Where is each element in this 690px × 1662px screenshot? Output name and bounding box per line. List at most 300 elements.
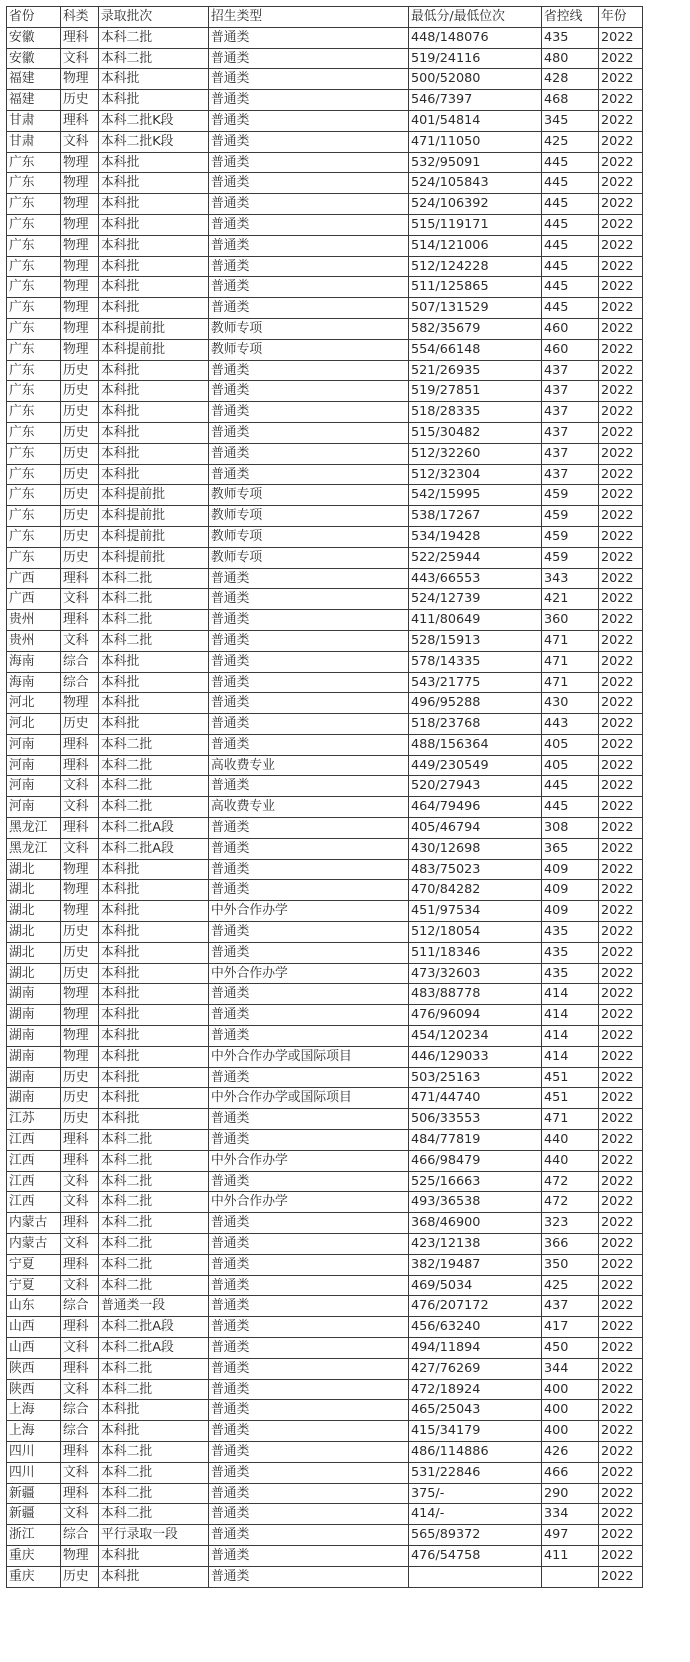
cell-control-line: 459 <box>542 526 599 547</box>
cell-subject: 理科 <box>61 1254 99 1275</box>
cell-year: 2022 <box>599 235 643 256</box>
table-row <box>7 110 643 131</box>
cell-min-score-rank: 430/12698 <box>409 838 542 859</box>
cell-batch: 本科二批 <box>99 27 209 48</box>
cell-enroll-type: 普通类 <box>209 818 409 839</box>
cell-province: 山西 <box>7 1317 61 1338</box>
cell-batch: 本科二批A段 <box>99 1338 209 1359</box>
cell-province: 广东 <box>7 214 61 235</box>
table-row <box>7 443 643 464</box>
table-row <box>7 526 643 547</box>
cell-year: 2022 <box>599 734 643 755</box>
cell-year: 2022 <box>599 630 643 651</box>
cell-min-score-rank: 427/76269 <box>409 1358 542 1379</box>
cell-subject: 物理 <box>61 194 99 215</box>
cell-min-score-rank: 488/156364 <box>409 734 542 755</box>
cell-year: 2022 <box>599 1088 643 1109</box>
cell-batch: 本科二批 <box>99 1483 209 1504</box>
table-row <box>7 506 643 527</box>
cell-subject: 物理 <box>61 984 99 1005</box>
cell-year: 2022 <box>599 110 643 131</box>
cell-year: 2022 <box>599 1441 643 1462</box>
cell-year: 2022 <box>599 173 643 194</box>
cell-min-score-rank: 493/36538 <box>409 1192 542 1213</box>
cell-year: 2022 <box>599 1483 643 1504</box>
table-body <box>7 27 643 1587</box>
table-row <box>7 1046 643 1067</box>
cell-year: 2022 <box>599 547 643 568</box>
cell-province: 河北 <box>7 693 61 714</box>
cell-batch: 本科批 <box>99 1046 209 1067</box>
cell-subject: 历史 <box>61 402 99 423</box>
cell-year: 2022 <box>599 256 643 277</box>
table-row <box>7 214 643 235</box>
table-row <box>7 256 643 277</box>
cell-enroll-type: 普通类 <box>209 1545 409 1566</box>
cell-min-score-rank: 524/105843 <box>409 173 542 194</box>
cell-enroll-type: 普通类 <box>209 131 409 152</box>
cell-year: 2022 <box>599 69 643 90</box>
cell-province: 黑龙江 <box>7 838 61 859</box>
cell-province: 广东 <box>7 173 61 194</box>
cell-batch: 本科提前批 <box>99 506 209 527</box>
table-row <box>7 318 643 339</box>
cell-subject: 历史 <box>61 1067 99 1088</box>
table-row <box>7 1338 643 1359</box>
cell-min-score-rank: 578/14335 <box>409 651 542 672</box>
cell-enroll-type: 普通类 <box>209 1525 409 1546</box>
cell-year: 2022 <box>599 776 643 797</box>
cell-subject: 物理 <box>61 1005 99 1026</box>
cell-min-score-rank: 476/207172 <box>409 1296 542 1317</box>
cell-enroll-type: 普通类 <box>209 1400 409 1421</box>
table-row <box>7 610 643 631</box>
cell-batch: 本科二批 <box>99 1441 209 1462</box>
cell-province: 海南 <box>7 651 61 672</box>
cell-batch: 本科提前批 <box>99 339 209 360</box>
table-row <box>7 1317 643 1338</box>
cell-subject: 物理 <box>61 1545 99 1566</box>
cell-control-line: 344 <box>542 1358 599 1379</box>
table-row <box>7 1254 643 1275</box>
cell-batch: 本科批 <box>99 984 209 1005</box>
cell-enroll-type: 普通类 <box>209 714 409 735</box>
cell-province: 广东 <box>7 381 61 402</box>
cell-batch: 本科批 <box>99 1005 209 1026</box>
cell-control-line: 445 <box>542 194 599 215</box>
cell-province: 甘肃 <box>7 131 61 152</box>
cell-batch: 本科二批 <box>99 1379 209 1400</box>
cell-subject: 理科 <box>61 755 99 776</box>
cell-province: 湖南 <box>7 1005 61 1026</box>
cell-subject: 理科 <box>61 1130 99 1151</box>
cell-year: 2022 <box>599 152 643 173</box>
cell-subject: 物理 <box>61 859 99 880</box>
cell-control-line: 435 <box>542 27 599 48</box>
cell-min-score-rank: 524/12739 <box>409 589 542 610</box>
cell-enroll-type: 教师专项 <box>209 506 409 527</box>
cell-control-line: 443 <box>542 714 599 735</box>
cell-enroll-type: 普通类 <box>209 1566 409 1587</box>
cell-year: 2022 <box>599 568 643 589</box>
cell-province: 广东 <box>7 360 61 381</box>
cell-min-score-rank: 405/46794 <box>409 818 542 839</box>
cell-province: 广东 <box>7 298 61 319</box>
cell-enroll-type: 普通类 <box>209 194 409 215</box>
cell-enroll-type: 普通类 <box>209 360 409 381</box>
table-row <box>7 942 643 963</box>
cell-province: 新疆 <box>7 1483 61 1504</box>
cell-subject: 历史 <box>61 360 99 381</box>
cell-batch: 平行录取一段 <box>99 1525 209 1546</box>
cell-batch: 本科批 <box>99 402 209 423</box>
cell-min-score-rank: 411/80649 <box>409 610 542 631</box>
cell-subject: 文科 <box>61 1171 99 1192</box>
cell-province: 河南 <box>7 734 61 755</box>
table-row <box>7 131 643 152</box>
cell-batch: 本科批 <box>99 298 209 319</box>
cell-control-line: 437 <box>542 464 599 485</box>
cell-min-score-rank: 483/75023 <box>409 859 542 880</box>
cell-control-line: 445 <box>542 235 599 256</box>
cell-batch: 本科二批 <box>99 755 209 776</box>
cell-enroll-type: 普通类 <box>209 235 409 256</box>
cell-batch: 本科批 <box>99 464 209 485</box>
cell-year: 2022 <box>599 1213 643 1234</box>
cell-year: 2022 <box>599 672 643 693</box>
cell-subject: 物理 <box>61 277 99 298</box>
cell-batch: 本科批 <box>99 277 209 298</box>
cell-enroll-type: 普通类 <box>209 1379 409 1400</box>
cell-enroll-type: 普通类 <box>209 651 409 672</box>
cell-province: 广东 <box>7 277 61 298</box>
cell-batch: 本科批 <box>99 901 209 922</box>
table-row <box>7 651 643 672</box>
cell-batch: 本科提前批 <box>99 547 209 568</box>
cell-year: 2022 <box>599 298 643 319</box>
table-row <box>7 48 643 69</box>
cell-enroll-type: 普通类 <box>209 1441 409 1462</box>
cell-year: 2022 <box>599 1545 643 1566</box>
cell-min-score-rank: 519/27851 <box>409 381 542 402</box>
cell-control-line: 471 <box>542 672 599 693</box>
admission-score-table <box>6 6 643 1588</box>
cell-province: 福建 <box>7 90 61 111</box>
table-row <box>7 360 643 381</box>
cell-year: 2022 <box>599 1130 643 1151</box>
cell-enroll-type: 普通类 <box>209 1483 409 1504</box>
table-row <box>7 298 643 319</box>
table-row <box>7 1130 643 1151</box>
cell-batch: 本科二批A段 <box>99 1317 209 1338</box>
table-row <box>7 547 643 568</box>
table-row <box>7 381 643 402</box>
table-row <box>7 838 643 859</box>
table-row <box>7 1171 643 1192</box>
cell-year: 2022 <box>599 443 643 464</box>
cell-subject: 物理 <box>61 880 99 901</box>
cell-batch: 本科批 <box>99 1421 209 1442</box>
cell-min-score-rank: 471/44740 <box>409 1088 542 1109</box>
cell-control-line: 414 <box>542 1026 599 1047</box>
cell-enroll-type: 普通类 <box>209 1026 409 1047</box>
cell-province: 广东 <box>7 443 61 464</box>
cell-subject: 物理 <box>61 339 99 360</box>
cell-subject: 文科 <box>61 1275 99 1296</box>
cell-min-score-rank: 470/84282 <box>409 880 542 901</box>
cell-control-line: 440 <box>542 1130 599 1151</box>
cell-subject: 理科 <box>61 610 99 631</box>
table-row <box>7 963 643 984</box>
cell-batch: 本科二批 <box>99 1150 209 1171</box>
cell-batch: 本科提前批 <box>99 526 209 547</box>
cell-enroll-type: 普通类 <box>209 27 409 48</box>
cell-province: 广东 <box>7 256 61 277</box>
cell-batch: 本科二批 <box>99 1130 209 1151</box>
cell-subject: 文科 <box>61 838 99 859</box>
cell-min-score-rank: 456/63240 <box>409 1317 542 1338</box>
cell-min-score-rank: 511/125865 <box>409 277 542 298</box>
table-row <box>7 1566 643 1587</box>
cell-control-line: 460 <box>542 339 599 360</box>
cell-province: 湖南 <box>7 1088 61 1109</box>
cell-enroll-type: 普通类 <box>209 1067 409 1088</box>
cell-year: 2022 <box>599 610 643 631</box>
cell-province: 湖北 <box>7 963 61 984</box>
cell-province: 湖北 <box>7 942 61 963</box>
table-row <box>7 1026 643 1047</box>
cell-subject: 理科 <box>61 1213 99 1234</box>
cell-enroll-type: 高收费专业 <box>209 797 409 818</box>
cell-batch: 本科二批A段 <box>99 838 209 859</box>
cell-control-line: 445 <box>542 298 599 319</box>
cell-enroll-type: 普通类 <box>209 1338 409 1359</box>
cell-year: 2022 <box>599 651 643 672</box>
table-row <box>7 339 643 360</box>
cell-enroll-type: 普通类 <box>209 422 409 443</box>
cell-control-line: 411 <box>542 1545 599 1566</box>
cell-control-line: 459 <box>542 506 599 527</box>
cell-batch: 本科二批 <box>99 1275 209 1296</box>
cell-min-score-rank: 472/18924 <box>409 1379 542 1400</box>
header-control-line: 省控线 <box>542 7 599 28</box>
cell-subject: 综合 <box>61 672 99 693</box>
cell-subject: 理科 <box>61 27 99 48</box>
table-row <box>7 1379 643 1400</box>
cell-subject: 理科 <box>61 1358 99 1379</box>
cell-province: 安徽 <box>7 48 61 69</box>
cell-subject: 物理 <box>61 214 99 235</box>
cell-year: 2022 <box>599 277 643 298</box>
table-row <box>7 1275 643 1296</box>
cell-province: 内蒙古 <box>7 1213 61 1234</box>
cell-control-line: 428 <box>542 69 599 90</box>
cell-province: 河北 <box>7 714 61 735</box>
cell-control-line: 435 <box>542 942 599 963</box>
cell-batch: 本科批 <box>99 90 209 111</box>
cell-control-line: 471 <box>542 1109 599 1130</box>
cell-year: 2022 <box>599 1379 643 1400</box>
cell-enroll-type: 普通类 <box>209 1462 409 1483</box>
cell-year: 2022 <box>599 963 643 984</box>
cell-subject: 历史 <box>61 381 99 402</box>
cell-batch: 本科二批 <box>99 1171 209 1192</box>
cell-batch: 本科批 <box>99 672 209 693</box>
cell-province: 广东 <box>7 235 61 256</box>
cell-min-score-rank: 515/119171 <box>409 214 542 235</box>
cell-control-line: 459 <box>542 485 599 506</box>
cell-year: 2022 <box>599 1109 643 1130</box>
cell-min-score-rank: 368/46900 <box>409 1213 542 1234</box>
cell-year: 2022 <box>599 48 643 69</box>
cell-year: 2022 <box>599 360 643 381</box>
cell-control-line: 440 <box>542 1150 599 1171</box>
cell-batch: 本科提前批 <box>99 485 209 506</box>
cell-year: 2022 <box>599 90 643 111</box>
cell-subject: 历史 <box>61 526 99 547</box>
cell-control-line: 409 <box>542 859 599 880</box>
cell-min-score-rank: 443/66553 <box>409 568 542 589</box>
cell-province: 山西 <box>7 1338 61 1359</box>
cell-enroll-type: 普通类 <box>209 693 409 714</box>
cell-batch: 本科批 <box>99 194 209 215</box>
cell-subject: 物理 <box>61 298 99 319</box>
cell-control-line: 445 <box>542 214 599 235</box>
cell-batch: 本科批 <box>99 922 209 943</box>
cell-province: 河南 <box>7 755 61 776</box>
cell-year: 2022 <box>599 506 643 527</box>
cell-year: 2022 <box>599 693 643 714</box>
cell-province: 黑龙江 <box>7 818 61 839</box>
cell-control-line: 417 <box>542 1317 599 1338</box>
cell-subject: 理科 <box>61 110 99 131</box>
table-row <box>7 1234 643 1255</box>
cell-province: 广西 <box>7 568 61 589</box>
table-row <box>7 818 643 839</box>
cell-province: 湖南 <box>7 1067 61 1088</box>
cell-province: 广东 <box>7 464 61 485</box>
cell-min-score-rank: 486/114886 <box>409 1441 542 1462</box>
cell-year: 2022 <box>599 1525 643 1546</box>
table-row <box>7 714 643 735</box>
cell-min-score-rank: 511/18346 <box>409 942 542 963</box>
cell-subject: 综合 <box>61 1296 99 1317</box>
cell-year: 2022 <box>599 1067 643 1088</box>
cell-subject: 物理 <box>61 1046 99 1067</box>
cell-subject: 文科 <box>61 48 99 69</box>
cell-control-line: 451 <box>542 1088 599 1109</box>
cell-control-line: 471 <box>542 651 599 672</box>
cell-enroll-type: 普通类 <box>209 1234 409 1255</box>
cell-control-line: 437 <box>542 402 599 423</box>
cell-min-score-rank: 494/11894 <box>409 1338 542 1359</box>
cell-year: 2022 <box>599 1296 643 1317</box>
cell-control-line: 414 <box>542 1005 599 1026</box>
cell-year: 2022 <box>599 942 643 963</box>
cell-enroll-type: 普通类 <box>209 630 409 651</box>
cell-enroll-type: 普通类 <box>209 443 409 464</box>
cell-province: 广东 <box>7 318 61 339</box>
cell-subject: 历史 <box>61 1088 99 1109</box>
cell-province: 湖北 <box>7 880 61 901</box>
cell-year: 2022 <box>599 1358 643 1379</box>
cell-enroll-type: 普通类 <box>209 859 409 880</box>
cell-province: 陕西 <box>7 1358 61 1379</box>
cell-subject: 文科 <box>61 1192 99 1213</box>
cell-batch: 本科二批 <box>99 48 209 69</box>
table-row <box>7 1192 643 1213</box>
cell-subject: 历史 <box>61 485 99 506</box>
cell-subject: 综合 <box>61 1525 99 1546</box>
cell-min-score-rank: 464/79496 <box>409 797 542 818</box>
cell-subject: 综合 <box>61 651 99 672</box>
cell-year: 2022 <box>599 1504 643 1525</box>
table-row <box>7 1421 643 1442</box>
table-row <box>7 1462 643 1483</box>
cell-min-score-rank: 465/25043 <box>409 1400 542 1421</box>
cell-province: 湖北 <box>7 859 61 880</box>
table-row <box>7 984 643 1005</box>
cell-subject: 文科 <box>61 797 99 818</box>
cell-enroll-type: 普通类 <box>209 1213 409 1234</box>
cell-control-line: 445 <box>542 797 599 818</box>
cell-batch: 本科批 <box>99 443 209 464</box>
cell-batch: 本科二批 <box>99 1254 209 1275</box>
cell-subject: 历史 <box>61 506 99 527</box>
table-row <box>7 922 643 943</box>
cell-enroll-type: 普通类 <box>209 110 409 131</box>
cell-batch: 本科批 <box>99 942 209 963</box>
cell-batch: 本科批 <box>99 381 209 402</box>
table-row <box>7 880 643 901</box>
table-row <box>7 235 643 256</box>
cell-province: 江西 <box>7 1130 61 1151</box>
cell-subject: 物理 <box>61 69 99 90</box>
table-row <box>7 589 643 610</box>
cell-control-line: 437 <box>542 422 599 443</box>
cell-subject: 文科 <box>61 630 99 651</box>
cell-year: 2022 <box>599 464 643 485</box>
cell-province: 广东 <box>7 339 61 360</box>
cell-enroll-type: 普通类 <box>209 568 409 589</box>
cell-enroll-type: 普通类 <box>209 922 409 943</box>
cell-subject: 物理 <box>61 693 99 714</box>
cell-batch: 本科二批 <box>99 1234 209 1255</box>
cell-control-line: 350 <box>542 1254 599 1275</box>
cell-province: 江西 <box>7 1171 61 1192</box>
table-row <box>7 422 643 443</box>
cell-batch: 本科批 <box>99 173 209 194</box>
cell-control-line: 414 <box>542 984 599 1005</box>
cell-control-line: 466 <box>542 1462 599 1483</box>
cell-batch: 本科批 <box>99 714 209 735</box>
cell-subject: 历史 <box>61 547 99 568</box>
cell-subject: 历史 <box>61 90 99 111</box>
cell-year: 2022 <box>599 1566 643 1587</box>
cell-batch: 本科批 <box>99 1400 209 1421</box>
cell-subject: 理科 <box>61 568 99 589</box>
cell-province: 江苏 <box>7 1109 61 1130</box>
cell-batch: 本科批 <box>99 1545 209 1566</box>
table-row <box>7 1504 643 1525</box>
table-row <box>7 859 643 880</box>
header-batch: 录取批次 <box>99 7 209 28</box>
cell-control-line: 445 <box>542 776 599 797</box>
cell-control-line: 472 <box>542 1171 599 1192</box>
cell-year: 2022 <box>599 526 643 547</box>
cell-enroll-type: 普通类 <box>209 1254 409 1275</box>
cell-enroll-type: 普通类 <box>209 610 409 631</box>
